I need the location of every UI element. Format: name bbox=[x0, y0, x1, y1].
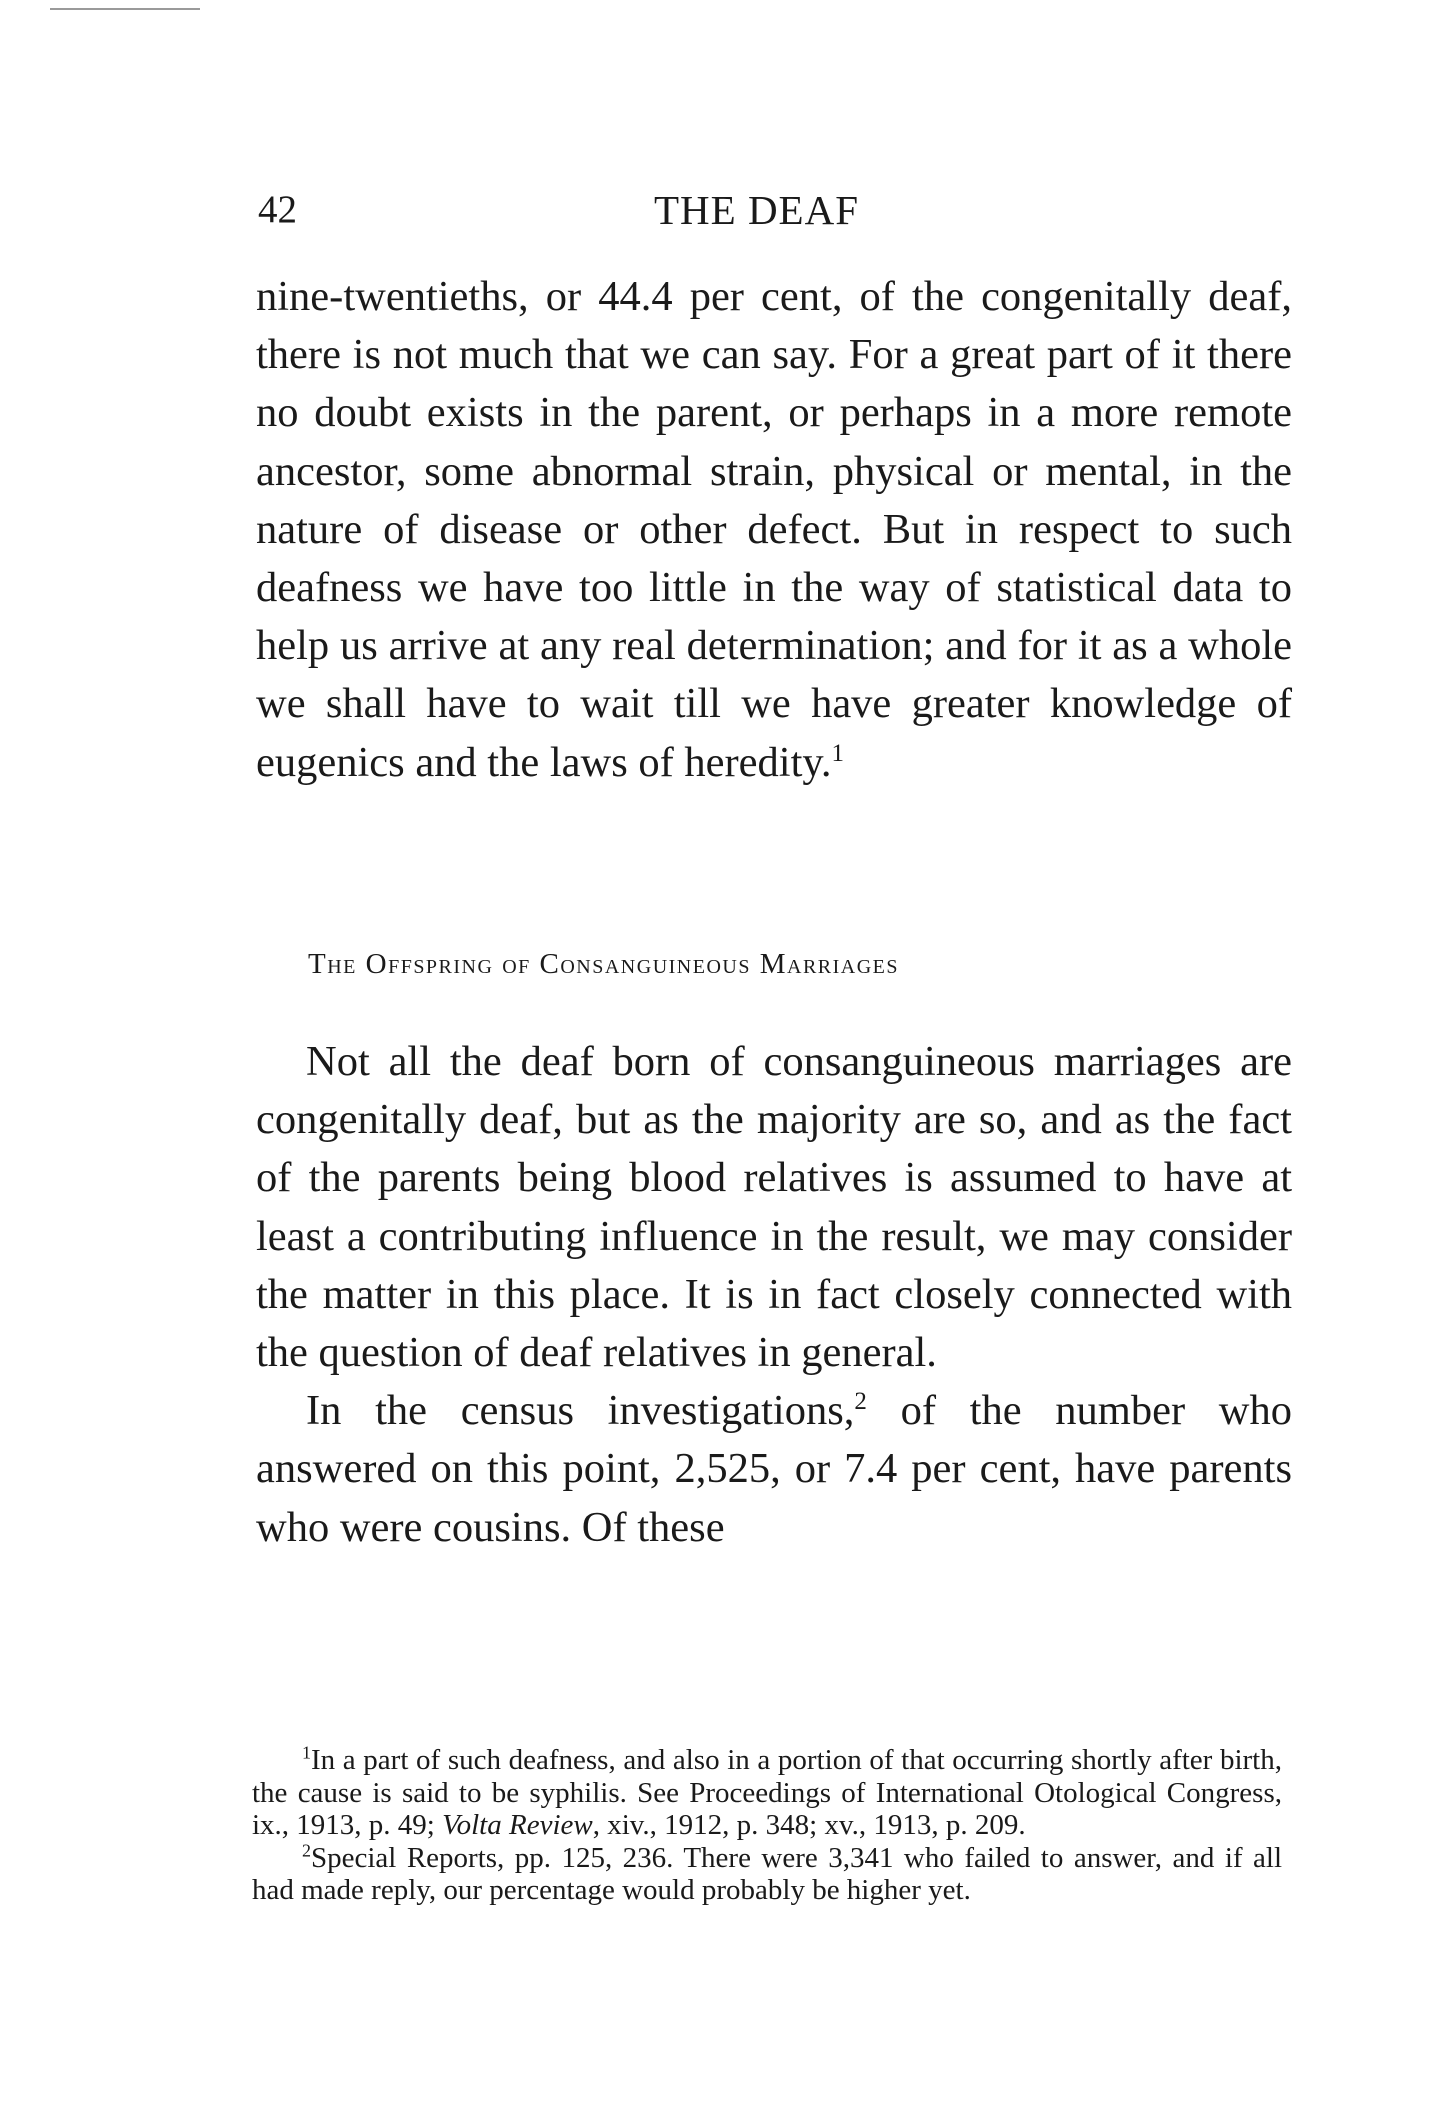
footnote-1-text-a: In a part of such deafness, and also in a portion of that occurring shortly after birth, the cause is said to be syphilis. See Proceedings of International Otological Congress, ix., 1913, p. 49; bbox=[252, 1744, 1282, 1841]
paragraph-continuation bbox=[256, 268, 1292, 792]
section-body bbox=[256, 1033, 1292, 1557]
page-number: 42 bbox=[258, 188, 297, 231]
footnote-ref-2: 2 bbox=[854, 1388, 867, 1416]
top-rule bbox=[50, 8, 200, 10]
paragraph-1-text: nine-twentieths, or 44.4 per cent, of the congenitally deaf, there is not much that we can say. For a great part of it there no doubt exists in the parent, or perhaps in a more remote ancestor, some abnormal strain, physical or mental, in the nature of disease or other defect. But in respect to such deafness we have too little in the way of statistical data to help us arrive at any real determination; and for it as a whole we shall have to wait till we have greater knowledge of eugenics and the laws of heredity. bbox=[256, 273, 1292, 786]
running-title: THE DEAF bbox=[654, 187, 860, 233]
footnote-1-mark: 1 bbox=[302, 1742, 311, 1763]
footnote-ref-1: 1 bbox=[831, 739, 845, 767]
page-header bbox=[258, 184, 1293, 236]
footnote-2-mark: 2 bbox=[302, 1839, 311, 1860]
paragraph-3-text-a: In the census investigations, bbox=[306, 1387, 855, 1435]
footnote-2-text: Special Reports, pp. 125, 236. There were 3,341 who failed to answer, and if all had made reply, our percentage would probably be higher yet. bbox=[252, 1841, 1282, 1906]
paragraph-3-text-b: of the number who answered on this point, 2,525, or 7.4 per cent, have parents who were cousins. Of these bbox=[256, 1387, 1292, 1551]
footnote-2 bbox=[252, 1839, 1282, 1907]
footnote-1-journal: Volta Review bbox=[442, 1809, 593, 1841]
footnote-1-text-b: , xiv., 1912, p. 348; xv., 1913, p. 209. bbox=[592, 1809, 1026, 1841]
footnote-1 bbox=[252, 1744, 1282, 1842]
section-heading: The Offspring of Consanguineous Marriages bbox=[308, 948, 900, 980]
paragraph-2: Not all the deaf born of consanguineous marriages are congenitally deaf, but as the majority are so, and as the fact of the parents being blood relatives is assumed to have at least a contributing influence in the result, we may consider the matter in this place. It is in fact closely connected with the question of deaf relatives in general. bbox=[256, 1038, 1292, 1377]
footnotes bbox=[252, 1744, 1282, 1907]
paragraph-1 bbox=[256, 268, 1292, 792]
paragraph-3 bbox=[256, 1382, 1292, 1557]
